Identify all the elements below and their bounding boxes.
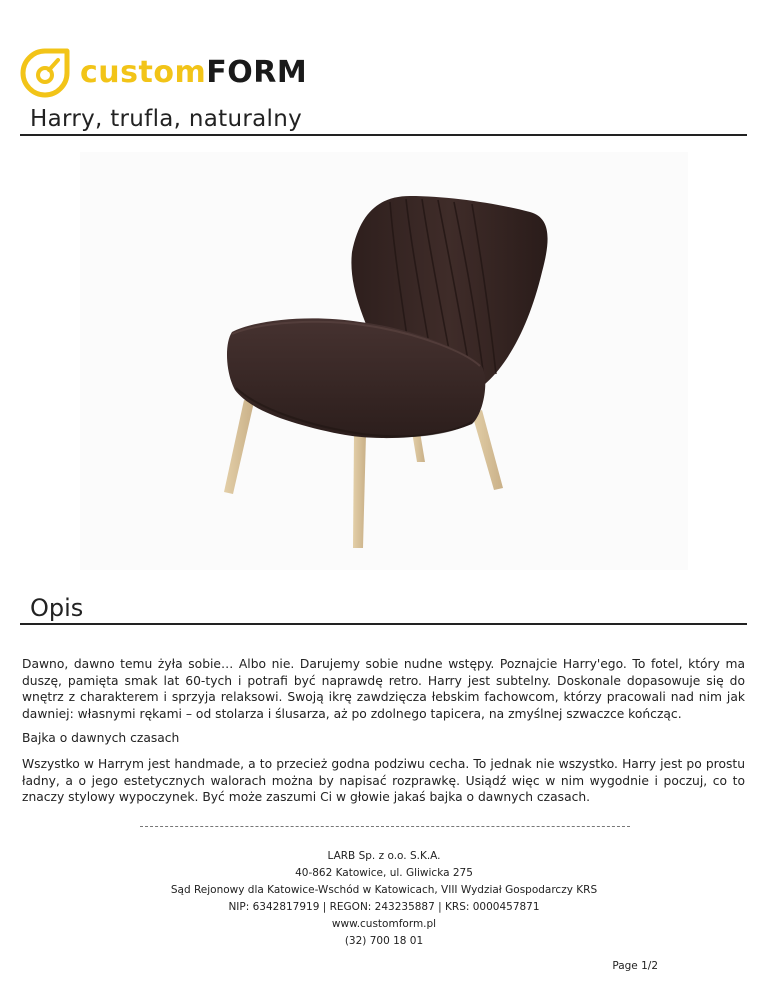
section-title: Opis [30,594,84,622]
footer-address: 40-862 Katowice, ul. Gliwicka 275 [295,867,473,879]
logo-text-form: FORM [206,55,308,90]
logo-text-custom: custom [80,55,207,90]
logo-wordmark [80,55,308,90]
title-rule [20,134,747,136]
footer-company: LARB Sp. z o.o. S.K.A. [327,850,441,862]
footer-phone: (32) 700 18 01 [344,935,424,947]
footer-website: www.customform.pl [331,918,437,930]
brand-logo [20,48,307,98]
footer-divider [140,826,630,827]
page-number: Page 1/2 [612,960,658,972]
footer-ids: NIP: 6342817919 | REGON: 243235887 | KRS: 0000457871 [228,901,540,913]
armchair-image [80,152,688,570]
footer-court: Sąd Rejonowy dla Katowice-Wschód w Katowicach, VIII Wydział Gospodarczy KRS [170,884,598,896]
product-image [80,152,688,570]
product-title: Harry, trufla, naturalny [30,106,302,132]
logo-icon [20,48,70,98]
description-paragraph-1: Dawno, dawno temu żyła sobie… Albo nie. Darujemy sobie nudne wstępy. Poznajcie Harry'ego. To fotel, który ma duszę, pamięta smak lat 60-tych i potrafi być naprawdę retro. Harry jest subtelny. Doskonale dopasowuje się do wnętrz z charakterem i sprzyja relaksowi. Swoją ikrę zawdzięcza łebskim fachowcom, którzy pracowali nad nim jak dawniej: własnymi rękami – od stolarza i ślusarza, aż po zdolnego tapicera, na zmyślnej szwaczce kończąc. [22,657,745,721]
description-paragraph-2: Wszystko w Harrym jest handmade, a to przecież godna podziwu cecha. To jednak nie wszystko. Harry jest po prostu ładny, a o jego estetycznych walorach można by napisać rozprawkę. Usiądź więc w nim wygodnie i poczuj, co to znaczy stylowy wypoczynek. Być może zaszumi Ci w głowie jakaś bajka o dawnych czasach. [22,757,745,804]
description-subheading: Bajka o dawnych czasach [22,731,180,745]
section-rule [20,623,747,625]
